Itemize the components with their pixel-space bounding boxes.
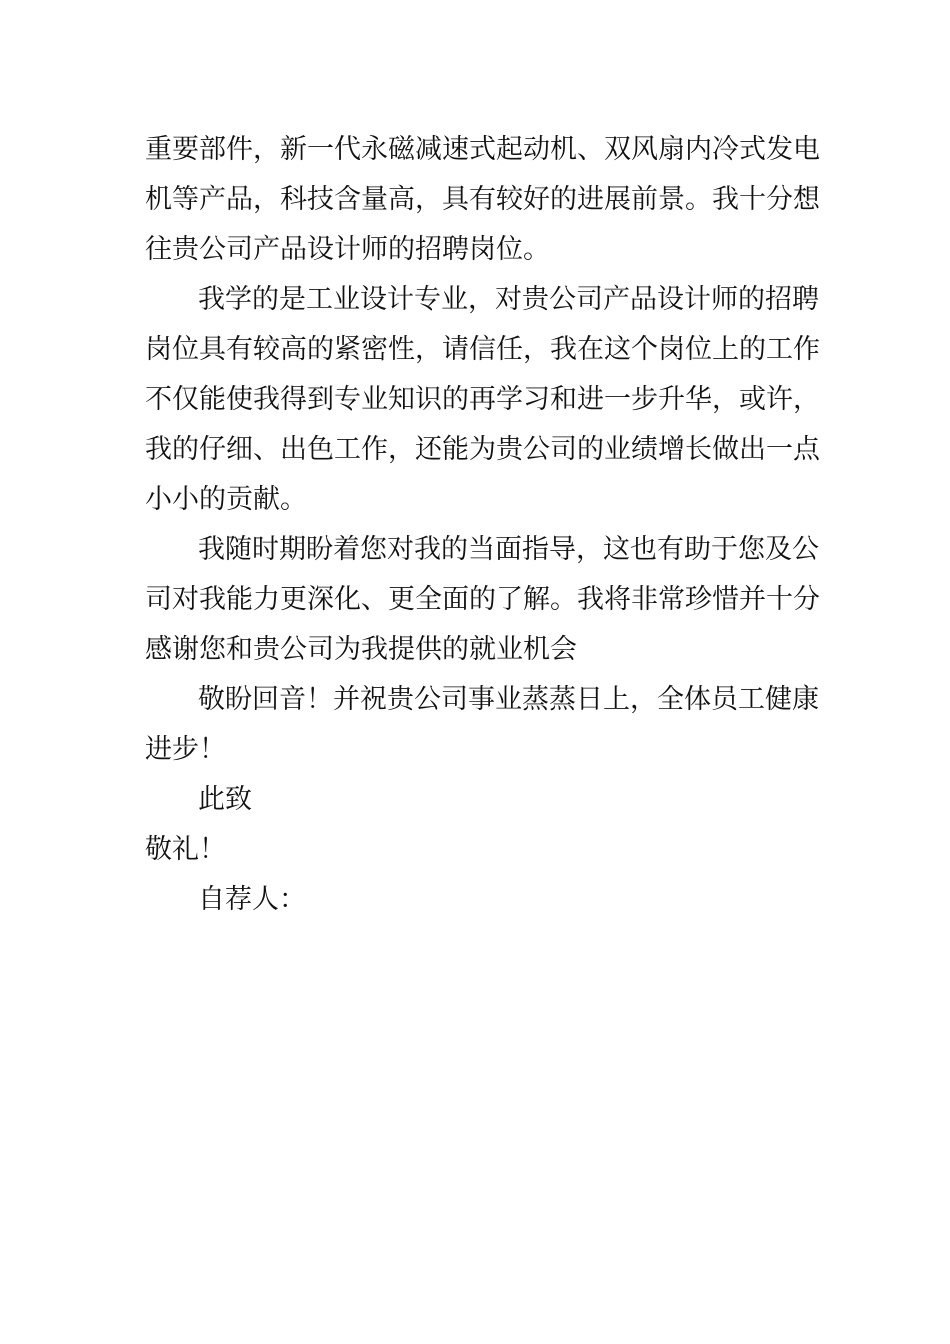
paragraph-line: 不仅能使我得到专业知识的再学习和进一步升华，或许， (145, 384, 820, 415)
paragraph-line: 机等产品，科技含量高，具有较好的进展前景。我十分想 (145, 184, 820, 215)
closing-salutation: 此致 (198, 784, 252, 815)
closing-regards: 敬礼！ (145, 834, 226, 865)
signature-label: 自荐人： (198, 884, 306, 915)
paragraph-line: 进步！ (145, 734, 226, 765)
paragraph-line: 我学的是工业设计专业，对贵公司产品设计师的招聘 (198, 284, 819, 315)
paragraph-line: 我随时期盼着您对我的当面指导，这也有助于您及公 (198, 534, 819, 565)
paragraph-line: 司对我能力更深化、更全面的了解。我将非常珍惜并十分 (145, 584, 820, 615)
paragraph-line: 重要部件，新一代永磁减速式起动机、双风扇内冷式发电 (145, 134, 820, 165)
paragraph-line: 我的仔细、出色工作，还能为贵公司的业绩增长做出一点 (145, 434, 820, 465)
paragraph-line: 感谢您和贵公司为我提供的就业机会 (145, 634, 577, 665)
paragraph-line: 往贵公司产品设计师的招聘岗位。 (145, 234, 550, 265)
paragraph-line: 小小的贡献。 (145, 484, 307, 515)
paragraph-line: 敬盼回音！并祝贵公司事业蒸蒸日上，全体员工健康 (198, 684, 819, 715)
paragraph-line: 岗位具有较高的紧密性，请信任，我在这个岗位上的工作 (145, 334, 820, 365)
